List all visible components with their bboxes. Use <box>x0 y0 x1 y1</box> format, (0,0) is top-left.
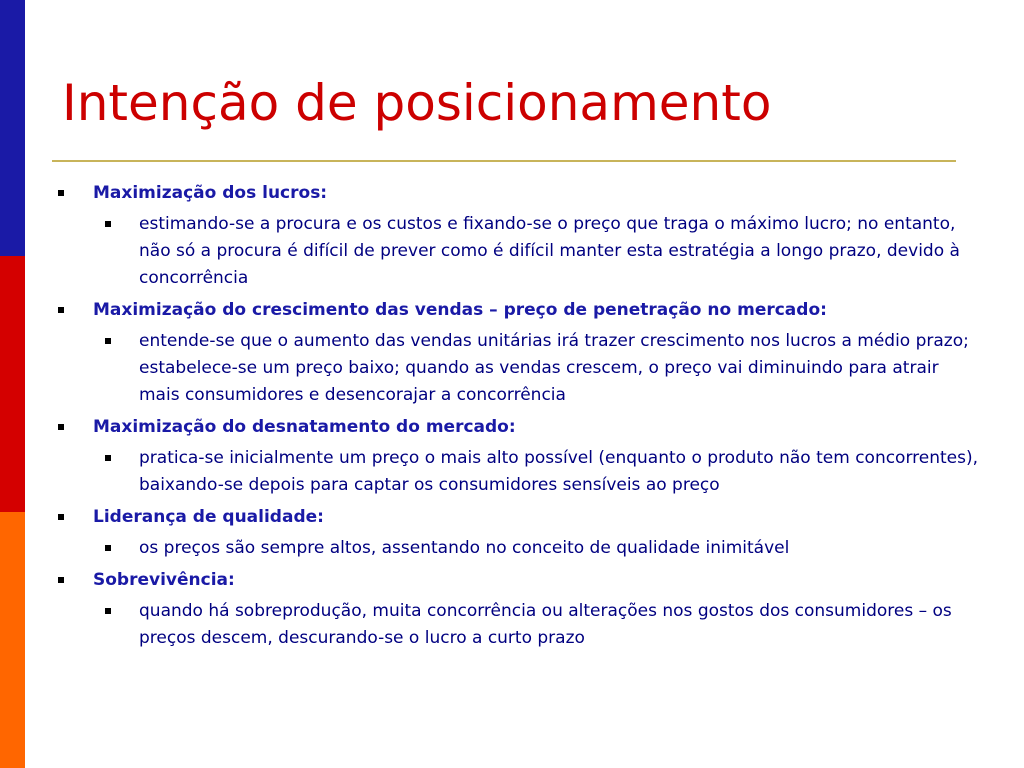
list-item-detail <box>52 535 982 562</box>
heading-text: Maximização dos lucros: <box>93 183 328 203</box>
square-bullet-icon <box>58 577 64 583</box>
detail-text: pratica-se inicialmente um preço o mais alto possível (enquanto o produto não tem concorrentes), baixando-se depois para captar os consumidores sensíveis ao preço <box>139 448 979 495</box>
list-item-heading <box>52 568 982 592</box>
detail-text: entende-se que o aumento das vendas unitárias irá trazer crescimento nos lucros a médio prazo; estabelece-se um preço baixo; quando as vendas crescem, o preço vai diminuindo para atrair mais consumidores e desencorajar a concorrência <box>139 331 969 405</box>
list-item-heading <box>52 505 982 529</box>
square-bullet-icon <box>105 338 111 344</box>
square-bullet-icon <box>105 455 111 461</box>
square-bullet-icon <box>58 190 64 196</box>
title-divider <box>52 160 956 162</box>
slide-title: Intenção de posicionamento <box>62 74 772 132</box>
square-bullet-icon <box>105 608 111 614</box>
square-bullet-icon <box>58 514 64 520</box>
bullet-list <box>52 181 982 658</box>
heading-text: Liderança de qualidade: <box>93 507 324 527</box>
accent-bar-blue <box>0 0 25 256</box>
accent-bar-orange <box>0 512 25 768</box>
list-item-detail <box>52 445 982 499</box>
heading-text: Maximização do crescimento das vendas – preço de penetração no mercado: <box>93 300 827 320</box>
list-item-heading <box>52 415 982 439</box>
square-bullet-icon <box>58 424 64 430</box>
list-item-detail <box>52 328 982 409</box>
square-bullet-icon <box>58 307 64 313</box>
detail-text: os preços são sempre altos, assentando no conceito de qualidade inimitável <box>139 538 790 558</box>
list-item-heading <box>52 181 982 205</box>
square-bullet-icon <box>105 221 111 227</box>
detail-text: quando há sobreprodução, muita concorrência ou alterações nos gostos dos consumidores – os preços descem, descurando-se o lucro a curto prazo <box>139 601 952 648</box>
list-item-heading <box>52 298 982 322</box>
detail-text: estimando-se a procura e os custos e fixando-se o preço que traga o máximo lucro; no entanto, não só a procura é difícil de prever como é difícil manter esta estratégia a longo prazo, devido à concorrência <box>139 214 960 288</box>
list-item-detail <box>52 211 982 292</box>
square-bullet-icon <box>105 545 111 551</box>
accent-bar-red <box>0 256 25 512</box>
heading-text: Maximização do desnatamento do mercado: <box>93 417 516 437</box>
list-item-detail <box>52 598 982 652</box>
heading-text: Sobrevivência: <box>93 570 235 590</box>
